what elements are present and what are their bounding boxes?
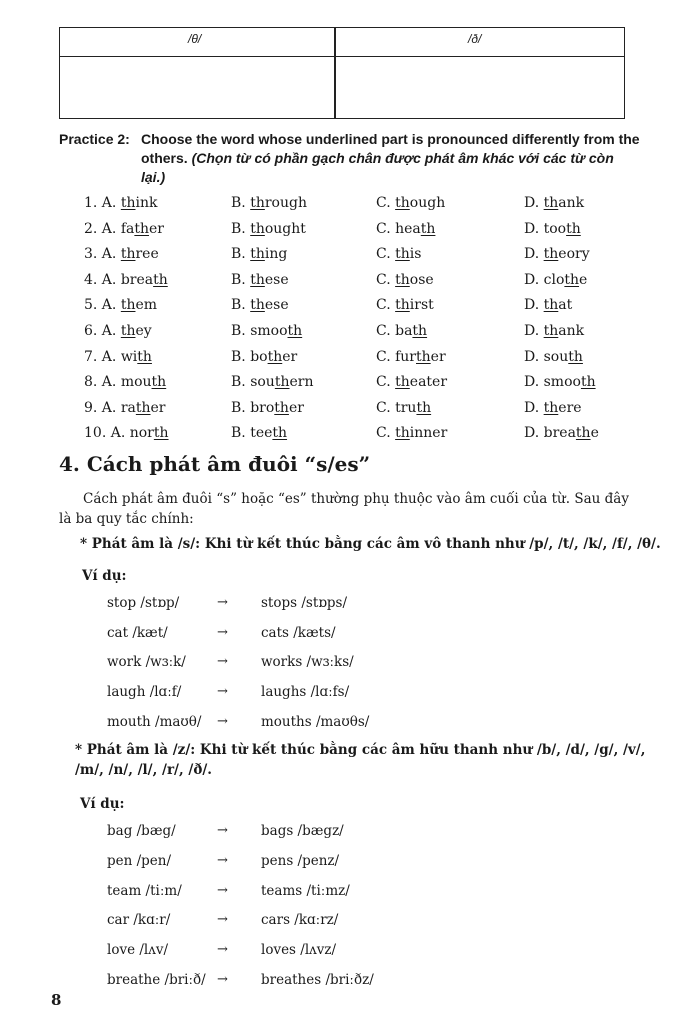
example-label-z: Ví dụ: xyxy=(80,796,125,812)
answer-option: 10. A. north xyxy=(84,425,169,442)
underlined-part: th xyxy=(134,220,150,237)
answer-option: 8. A. mouth xyxy=(84,374,167,391)
underlined-part: th xyxy=(250,220,265,237)
arrow-icon: → xyxy=(217,595,228,610)
exercise-row xyxy=(0,349,673,373)
answer-option: C. truth xyxy=(376,399,432,416)
answer-option: B. teeth xyxy=(231,425,288,442)
example-base: work /wɜːk/ xyxy=(107,654,186,671)
table-header-row xyxy=(60,28,624,57)
example-plural: mouths /maʊθs/ xyxy=(261,713,370,730)
instruction-vi: (Chọn từ có phần gạch chân được phát âm khác với các từ còn lại.) xyxy=(141,150,614,185)
arrow-icon: → xyxy=(217,852,228,868)
underlined-part: th xyxy=(416,348,431,365)
sound-table xyxy=(59,27,625,119)
underlined-part: th xyxy=(564,271,580,288)
answer-option: 9. A. rather xyxy=(84,399,166,416)
underlined-part: th xyxy=(274,399,289,416)
underlined-part: th xyxy=(395,297,410,314)
example-plural: cars /kɑːrz/ xyxy=(261,912,339,929)
answer-option: B. smooth xyxy=(231,323,303,339)
answer-option: C. those xyxy=(376,271,434,288)
answer-option: D. breathe xyxy=(524,425,599,442)
underlined-part: th xyxy=(274,374,290,391)
arrow-icon: → xyxy=(217,942,228,958)
answer-option: C. thinner xyxy=(376,425,448,442)
exercise-row xyxy=(0,425,673,449)
example-base: car /kɑːr/ xyxy=(107,912,171,929)
answer-option: B. these xyxy=(231,271,289,288)
underlined-part: th xyxy=(267,348,283,365)
answer-option: D. thank xyxy=(524,323,585,339)
answer-option: C. thirst xyxy=(376,297,434,314)
answer-option: 3. A. three xyxy=(84,246,159,263)
example-base: love /lʌv/ xyxy=(107,942,169,959)
answer-option: 4. A. breath xyxy=(84,271,168,288)
underlined-part: th xyxy=(395,195,410,211)
answer-option: D. theory xyxy=(524,246,590,263)
example-plural: teams /tiːmz/ xyxy=(261,882,350,899)
exercise-row xyxy=(0,221,673,245)
rule-z: * Phát âm là /z/: Khi từ kết thúc bằng các âm hữu thanh như /b/, /d/, /g/, /v/, /m/, /n/, /l/, /r/, /ð/. xyxy=(75,742,646,778)
underlined-part: th xyxy=(575,425,591,442)
example-plural: cats /kæts/ xyxy=(261,624,336,641)
answer-option: D. smooth xyxy=(524,374,596,391)
underlined-part: th xyxy=(250,271,265,288)
arrow-icon: → xyxy=(217,654,228,670)
arrow-icon: → xyxy=(217,972,228,987)
rule-s: * Phát âm là /s/: Khi từ kết thúc bằng các âm vô thanh như /p/, /t/, /k/, /f/, /θ/. xyxy=(80,536,661,552)
exercise-row xyxy=(0,374,673,398)
answer-option: B. bother xyxy=(231,348,298,365)
underlined-part: th xyxy=(395,246,410,263)
underlined-part: th xyxy=(120,246,136,263)
exercise-row xyxy=(0,297,673,321)
example-plural: stops /stɒps/ xyxy=(261,595,348,611)
practice-label: Practice 2: xyxy=(59,131,130,147)
example-base: bag /bæg/ xyxy=(107,823,176,839)
exercise-row xyxy=(0,246,673,270)
underlined-part: th xyxy=(250,297,265,314)
underlined-part: th xyxy=(272,425,288,442)
example-base: team /tiːm/ xyxy=(107,882,182,899)
answer-option: C. theater xyxy=(376,374,448,391)
answer-option: D. south xyxy=(524,348,583,365)
underlined-part: th xyxy=(395,271,410,288)
underlined-part: th xyxy=(580,374,596,391)
example-plural: bags /bægz/ xyxy=(261,823,344,839)
instruction-en: Choose the word whose underlined part is pronounced differently from the others. xyxy=(141,131,640,166)
underlined-part: th xyxy=(120,297,136,314)
section-intro: Cách phát âm đuôi “s” hoặc “es” thường phụ thuộc vào âm cuối của từ. Sau đây là ba quy tắc chính: xyxy=(59,491,629,527)
page-number: 8 xyxy=(51,991,62,1009)
underlined-part: th xyxy=(543,195,559,211)
answer-option: 6. A. they xyxy=(84,323,152,339)
answer-option: D. thank xyxy=(524,195,585,211)
example-base: breathe /briːð/ xyxy=(107,972,206,988)
underlined-part: th xyxy=(412,323,428,339)
example-plural: laughs /lɑːfs/ xyxy=(261,684,350,701)
underlined-part: th xyxy=(250,195,265,211)
table-header-theta: /θ/ xyxy=(188,32,202,46)
answer-option: C. further xyxy=(376,348,446,365)
answer-option: C. this xyxy=(376,246,422,263)
answer-option: B. southern xyxy=(231,374,314,391)
example-base: pen /pen/ xyxy=(107,852,172,869)
arrow-icon: → xyxy=(217,823,228,838)
underlined-part: th xyxy=(543,399,559,416)
underlined-part: th xyxy=(395,374,410,391)
example-base: laugh /lɑːf/ xyxy=(107,684,182,701)
underlined-part: th xyxy=(416,399,432,416)
answer-option: C. bath xyxy=(376,323,428,339)
underlined-part: th xyxy=(420,220,436,237)
example-base: stop /stɒp/ xyxy=(107,595,180,611)
answer-option: B. brother xyxy=(231,399,304,416)
section-title: 4. Cách phát âm đuôi “s/es” xyxy=(59,452,371,476)
underlined-part: th xyxy=(543,246,559,263)
underlined-part: th xyxy=(137,348,152,365)
table-header-eth: /ð/ xyxy=(468,32,482,46)
arrow-icon: → xyxy=(217,624,228,640)
example-plural: breathes /briːðz/ xyxy=(261,972,374,988)
arrow-icon: → xyxy=(217,882,228,898)
exercise-row xyxy=(0,195,673,219)
example-plural: loves /lʌvz/ xyxy=(261,942,337,959)
underlined-part: th xyxy=(395,425,410,442)
underlined-part: th xyxy=(543,297,559,314)
underlined-part: th xyxy=(153,425,169,442)
answer-option: C. heath xyxy=(376,220,436,237)
underlined-part: th xyxy=(287,323,303,339)
answer-option: C. though xyxy=(376,195,446,211)
answer-option: 5. A. them xyxy=(84,297,158,314)
underlined-part: th xyxy=(566,220,581,237)
answer-option: B. thing xyxy=(231,246,288,263)
answer-option: D. that xyxy=(524,297,573,314)
example-plural: pens /penz/ xyxy=(261,852,340,869)
arrow-icon: → xyxy=(217,912,228,928)
underlined-part: th xyxy=(120,195,136,211)
answer-option: D. clothe xyxy=(524,271,588,288)
answer-option: D. there xyxy=(524,399,582,416)
answer-option: B. through xyxy=(231,195,307,211)
table-divider xyxy=(334,28,336,118)
practice-instruction xyxy=(141,130,641,187)
underlined-part: th xyxy=(250,246,265,263)
exercise-row xyxy=(0,272,673,296)
arrow-icon: → xyxy=(217,713,228,729)
underlined-part: th xyxy=(120,323,136,339)
underlined-part: th xyxy=(151,374,167,391)
answer-option: 1. A. think xyxy=(84,195,158,211)
example-plural: works /wɜːks/ xyxy=(261,654,354,671)
underlined-part: th xyxy=(135,399,151,416)
answer-option: 7. A. with xyxy=(84,348,152,365)
example-base: mouth /maʊθ/ xyxy=(107,713,202,730)
underlined-part: th xyxy=(543,323,559,339)
example-base: cat /kæt/ xyxy=(107,624,168,641)
answer-option: B. thought xyxy=(231,220,306,237)
answer-option: D. tooth xyxy=(524,220,581,237)
underlined-part: th xyxy=(153,271,168,288)
example-label-s: Ví dụ: xyxy=(82,568,127,584)
exercise-row xyxy=(0,323,673,347)
underlined-part: th xyxy=(568,348,583,365)
exercise-row xyxy=(0,400,673,424)
answer-option: 2. A. father xyxy=(84,220,164,237)
arrow-icon: → xyxy=(217,684,228,700)
answer-option: B. these xyxy=(231,297,289,314)
